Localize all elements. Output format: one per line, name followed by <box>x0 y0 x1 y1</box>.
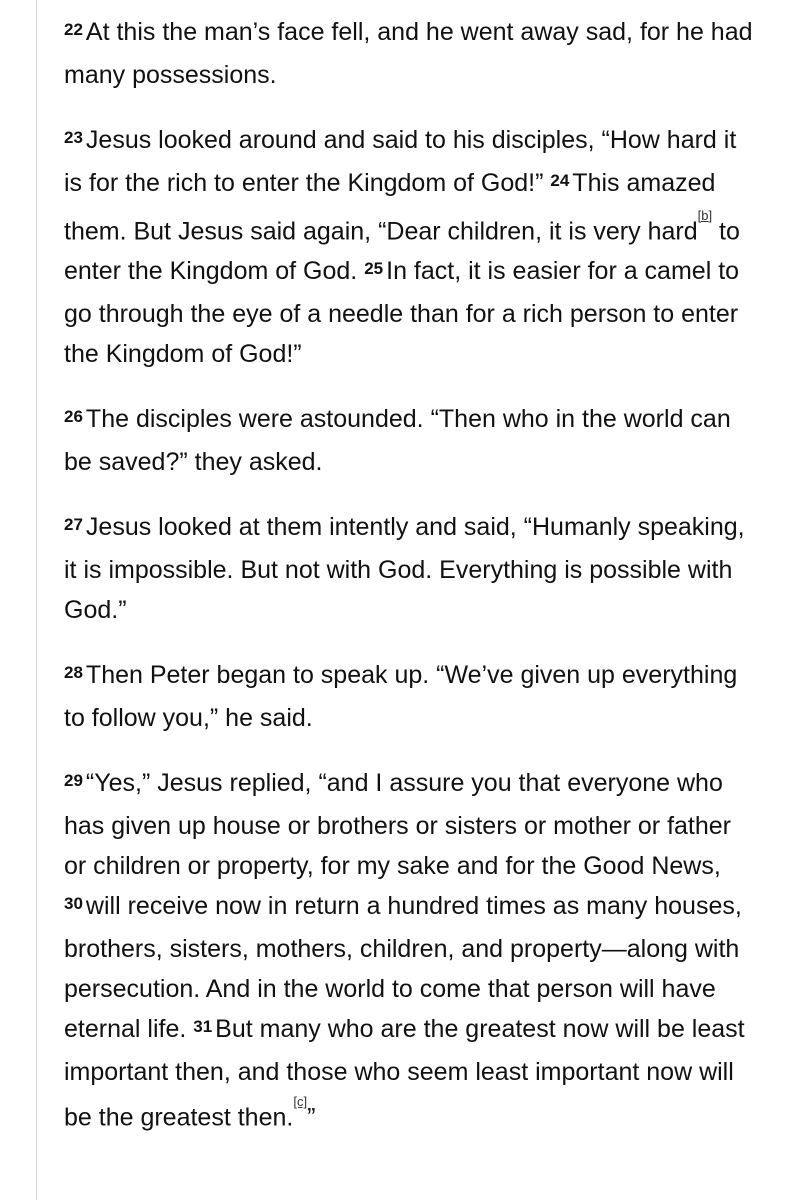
verse-text: will receive now in return a hundred times as many houses, brothers, sisters, mothers, children, and property—along with persecution. And in the world to come that person will have eternal life. <box>64 892 742 1044</box>
verse-number: 25 <box>364 259 384 279</box>
verse-text: In fact, it is easier for a camel to go through the eye of a needle than for a rich person to enter the Kingdom of God!” <box>64 257 740 369</box>
verse-text: But many who are the greatest now will be least important then, and those who seem least important now will be the greatest then. <box>64 1015 745 1132</box>
passage-paragraph <box>64 120 754 374</box>
verse-text: to enter the Kingdom of God. <box>64 217 740 286</box>
verse-text: This amazed them. But Jesus said again, “Dear children, it is very hard <box>64 169 716 246</box>
verse-number: 24 <box>550 171 570 190</box>
scripture-passage <box>64 12 754 1163</box>
verse-number: 28 <box>64 663 83 683</box>
verse-text: The disciples were astounded. “Then who in the world can be saved?” they asked. <box>64 405 731 477</box>
verse-number: 22 <box>64 20 83 39</box>
passage-paragraph <box>64 507 754 630</box>
verse-text: Jesus looked at them intently and said, “Humanly speaking, it is impossible. But not with God. Everything is possible with God.” <box>64 513 745 625</box>
verse-text: Then Peter began to speak up. “We’ve given up everything to follow you,” he said. <box>64 661 738 733</box>
footnote-link[interactable]: [b] <box>697 208 713 223</box>
verse-text: Jesus looked around and said to his disciples, “How hard it is for the rich to enter the Kingdom of God!” <box>64 126 737 197</box>
verse-number: 29 <box>64 771 83 791</box>
verse-number: 26 <box>64 407 83 427</box>
page-left-border <box>36 0 37 1200</box>
passage-paragraph <box>64 12 754 95</box>
verse-number: 27 <box>64 515 83 535</box>
verse-number: 30 <box>64 894 83 914</box>
verse-text: ” <box>307 1103 316 1132</box>
verse-number: 23 <box>64 128 83 147</box>
passage-paragraph <box>64 399 754 482</box>
verse-text: At this the man’s face fell, and he went away sad, for he had many possessions. <box>64 18 753 89</box>
passage-paragraph <box>64 763 754 1137</box>
footnote-link[interactable]: [c] <box>293 1094 308 1110</box>
passage-paragraph <box>64 655 754 738</box>
verse-text: “Yes,” Jesus replied, “and I assure you that everyone who has given up house or brothers or sisters or mother or father or children or property, for my sake and for the Good News, <box>64 769 731 881</box>
verse-number: 31 <box>193 1017 213 1037</box>
